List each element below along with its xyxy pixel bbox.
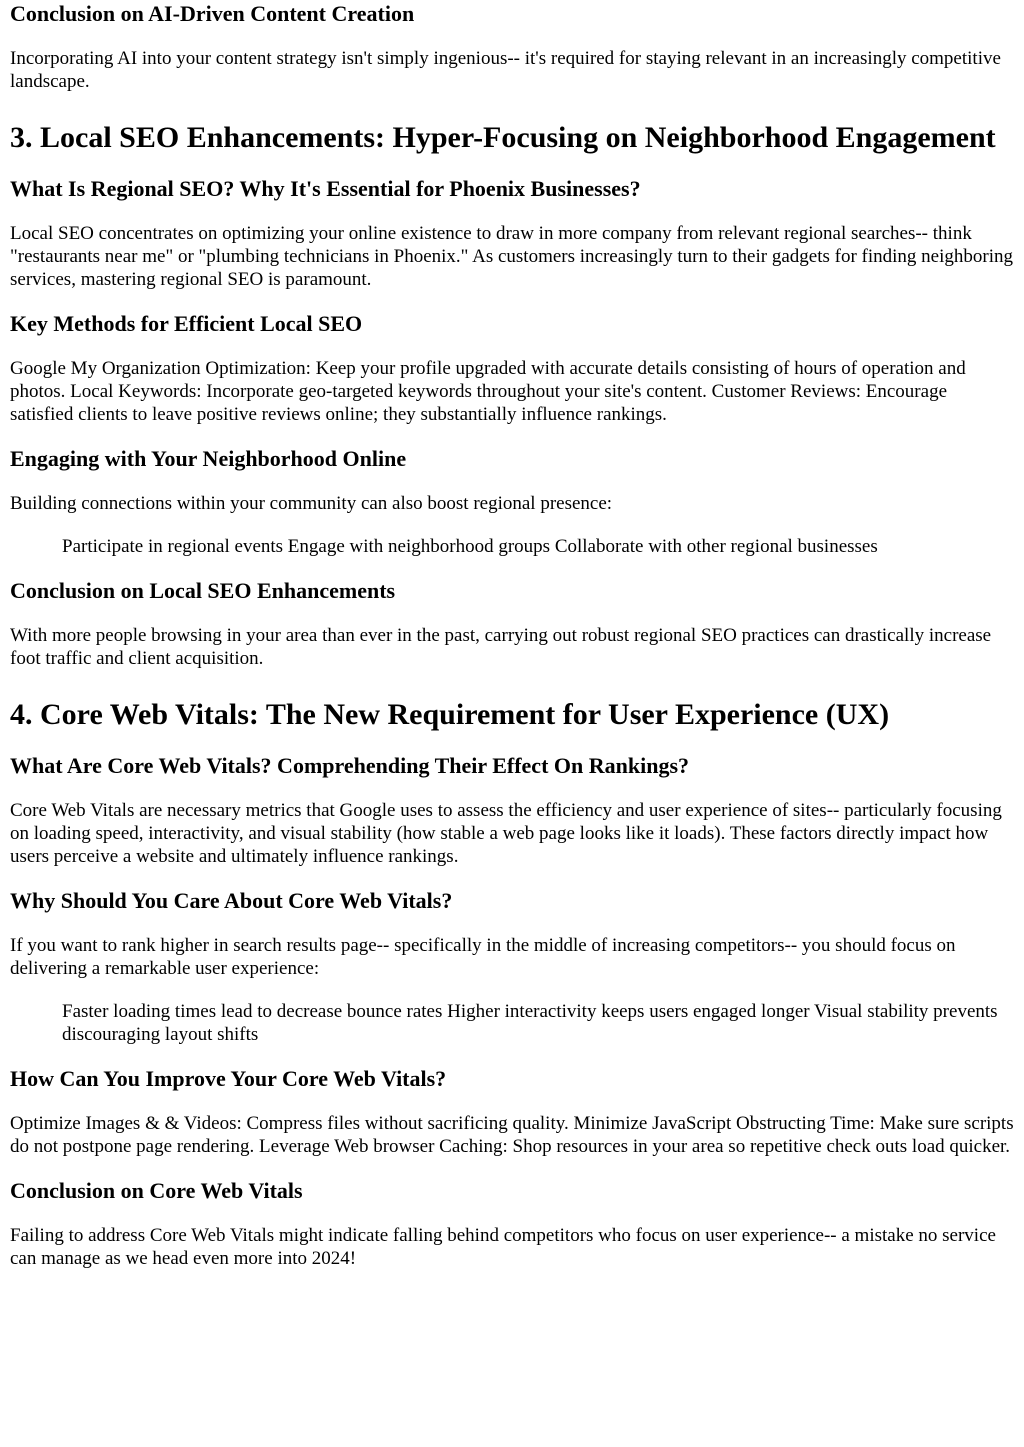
ai-conclusion-heading: Conclusion on AI-Driven Content Creation bbox=[10, 1, 415, 26]
local-seo-conclusion-heading: Conclusion on Local SEO Enhancements bbox=[10, 578, 396, 603]
cwv-improve-paragraph: Optimize Images & & Videos: Compress files without sacrificing quality. Minimize JavaScript Obstructing Time: Make sure scripts do not postpone page rendering. Leverage Web browser Caching: Shop resources in your area so repetitive check outs load quicker. bbox=[10, 1113, 1014, 1157]
local-seo-section-heading: 3. Local SEO Enhancements: Hyper-Focusing on Neighborhood Engagement bbox=[10, 121, 996, 154]
cwv-conclusion-paragraph: Failing to address Core Web Vitals might indicate falling behind competitors who focus on user experience-- a mistake no service can manage as we head even more into 2024! bbox=[10, 1225, 996, 1269]
local-seo-methods-paragraph: Google My Organization Optimization: Keep your profile upgraded with accurate details consisting of hours of operation and photos. Local Keywords: Incorporate geo-targeted keywords throughout your site's content. Customer Reviews: Encourage satisfied clients to leave positive reviews online; they substantially influence rankings. bbox=[10, 358, 966, 425]
local-seo-engaging-paragraph: Building connections within your community can also boost regional presence: bbox=[10, 493, 613, 514]
local-seo-what-paragraph: Local SEO concentrates on optimizing your online existence to draw in more company from relevant regional searches-- think "restaurants near me" or "plumbing technicians in Phoenix." As customers increasingly turn to their gadgets for finding neighboring services, mastering regional SEO is paramount. bbox=[10, 223, 1013, 290]
core-web-vitals-section-heading: 4. Core Web Vitals: The New Requirement for User Experience (UX) bbox=[10, 698, 890, 731]
cwv-what-heading: What Are Core Web Vitals? Comprehending Their Effect On Rankings? bbox=[10, 753, 690, 778]
article-body bbox=[0, 1, 1024, 1270]
local-seo-conclusion-paragraph: With more people browsing in your area than ever in the past, carrying out robust regional SEO practices can drastically increase foot traffic and client acquisition. bbox=[10, 625, 992, 669]
local-seo-engaging-heading: Engaging with Your Neighborhood Online bbox=[10, 446, 407, 471]
local-seo-engaging-quote: Participate in regional events Engage with neighborhood groups Collaborate with other regional businesses bbox=[62, 536, 878, 557]
cwv-why-paragraph: If you want to rank higher in search results page-- specifically in the middle of increasing competitors-- you should focus on delivering a remarkable user experience: bbox=[10, 935, 956, 979]
local-seo-what-heading: What Is Regional SEO? Why It's Essential for Phoenix Businesses? bbox=[10, 176, 641, 201]
cwv-what-paragraph: Core Web Vitals are necessary metrics that Google uses to assess the efficiency and user experience of sites-- particularly focusing on loading speed, interactivity, and visual stability (how stable a web page looks like it loads). These factors directly impact how users perceive a website and ultimately influence rankings. bbox=[10, 800, 1002, 867]
cwv-conclusion-heading: Conclusion on Core Web Vitals bbox=[10, 1178, 303, 1203]
cwv-why-heading: Why Should You Care About Core Web Vitals? bbox=[10, 888, 453, 913]
cwv-improve-heading: How Can You Improve Your Core Web Vitals? bbox=[10, 1066, 447, 1091]
local-seo-methods-heading: Key Methods for Efficient Local SEO bbox=[10, 311, 363, 336]
ai-conclusion-paragraph: Incorporating AI into your content strategy isn't simply ingenious-- it's required for staying relevant in an increasingly competitive landscape. bbox=[10, 48, 1001, 92]
cwv-why-quote: Faster loading times lead to decrease bounce rates Higher interactivity keeps users engaged longer Visual stability prevents discouraging layout shifts bbox=[62, 1001, 998, 1045]
